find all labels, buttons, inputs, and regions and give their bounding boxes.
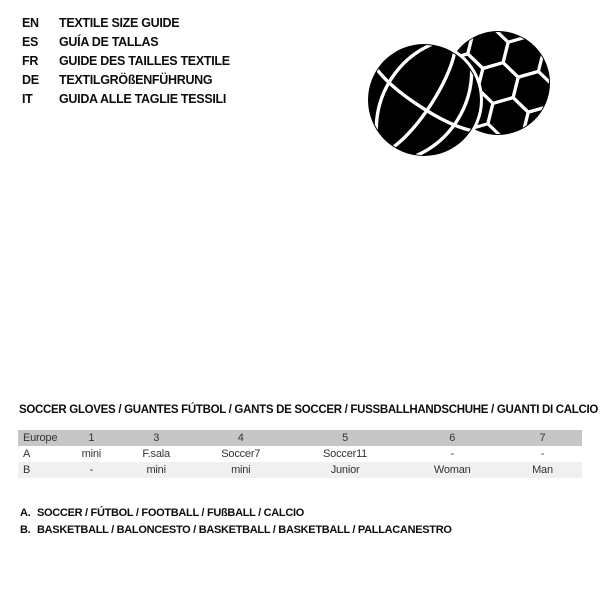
language-row-it	[22, 90, 230, 109]
language-code: DE	[22, 73, 39, 87]
table-cell: Soccer11	[323, 448, 368, 460]
footnote-label: A.	[20, 507, 31, 519]
table-cell: -	[540, 448, 545, 460]
language-code: ES	[22, 35, 39, 49]
column-header: Europe	[23, 432, 58, 444]
size-table-title: SOCCER GLOVES / GUANTES FÚTBOL / GANTS DE SOCCER / FUSSBALLHANDSCHUHE / GUANTI DI CALCIO	[19, 404, 599, 416]
language-label: TEXTILGRÖßENFÜHRUNG	[59, 73, 213, 87]
row-label: B	[23, 464, 31, 476]
language-row-de	[22, 71, 230, 90]
language-row-en	[22, 14, 230, 33]
table-row-a	[18, 446, 582, 462]
column-header: 6	[449, 432, 456, 444]
language-row-es	[22, 33, 230, 52]
footnote-a	[20, 505, 452, 522]
language-label: GUÍA DE TALLAS	[59, 35, 159, 49]
footnote-text: SOCCER / FÚTBOL / FOOTBALL / FUßBALL / CALCIO	[37, 507, 304, 519]
table-row-b	[18, 462, 582, 478]
footnotes	[20, 505, 452, 538]
column-header: 4	[237, 432, 244, 444]
footnote-label: B.	[20, 523, 31, 536]
table-cell: mini	[231, 464, 251, 476]
balls-illustration	[362, 13, 576, 173]
table-cell: mini	[81, 448, 101, 460]
row-label: A	[23, 448, 31, 460]
footnote-b	[20, 522, 452, 539]
table-cell: -	[89, 464, 94, 476]
table-cell: -	[450, 448, 454, 460]
table-cell: Soccer7	[221, 448, 261, 460]
size-table-header-row	[18, 430, 582, 446]
table-cell: Man	[532, 464, 553, 476]
column-header: 1	[88, 432, 95, 444]
language-code: EN	[22, 16, 39, 30]
table-cell: mini	[146, 464, 166, 476]
language-label: GUIDA ALLE TAGLIE TESSILI	[59, 92, 227, 106]
table-cell: Junior	[330, 464, 360, 476]
language-code: FR	[22, 54, 39, 68]
footnote-text: BASKETBALL / BALONCESTO / BASKETBALL / BASKETBALL / PALLACANESTRO	[37, 523, 452, 536]
language-code: IT	[22, 92, 33, 106]
language-row-fr	[22, 52, 230, 71]
column-header: 7	[539, 432, 546, 444]
table-cell: F.sala	[142, 448, 170, 460]
language-label: GUIDE DES TAILLES TEXTILE	[59, 54, 230, 68]
table-cell: Woman	[433, 464, 471, 476]
language-label: TEXTILE SIZE GUIDE	[59, 16, 180, 30]
size-table	[18, 430, 582, 478]
column-header: 5	[342, 432, 349, 444]
language-list	[22, 14, 230, 109]
column-header: 3	[153, 432, 160, 444]
